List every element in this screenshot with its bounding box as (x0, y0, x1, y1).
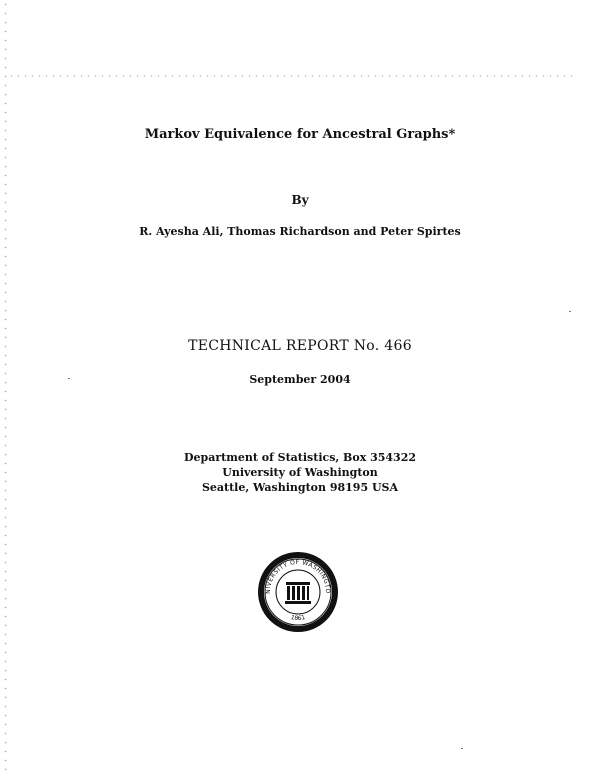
seal-ring-text-top: NIVERSITY OF WASHINGTO (264, 558, 332, 594)
address-line: Seattle, Washington 98195 USA (201, 481, 399, 494)
authors: R. Ayesha Ali, Thomas Richardson and Peter Spirtes (139, 225, 461, 238)
scan-speck (461, 748, 463, 749)
seal-ring-text-bottom: 1861 (290, 614, 306, 623)
report-number: TECHNICAL REPORT No. 466 (188, 338, 412, 354)
scan-dotted-line-artifact (8, 74, 573, 78)
scan-left-edge-artifact (4, 0, 7, 775)
department-line: Department of Statistics, Box 354322 (183, 451, 417, 464)
university-line: University of Washington (222, 466, 378, 479)
university-seal-icon (256, 550, 340, 634)
scan-speck (569, 311, 571, 312)
by-label: By (291, 193, 309, 207)
seal-graphic (256, 550, 340, 634)
document-title: Markov Equivalence for Ancestral Graphs* (144, 127, 456, 142)
report-date: September 2004 (249, 373, 351, 386)
